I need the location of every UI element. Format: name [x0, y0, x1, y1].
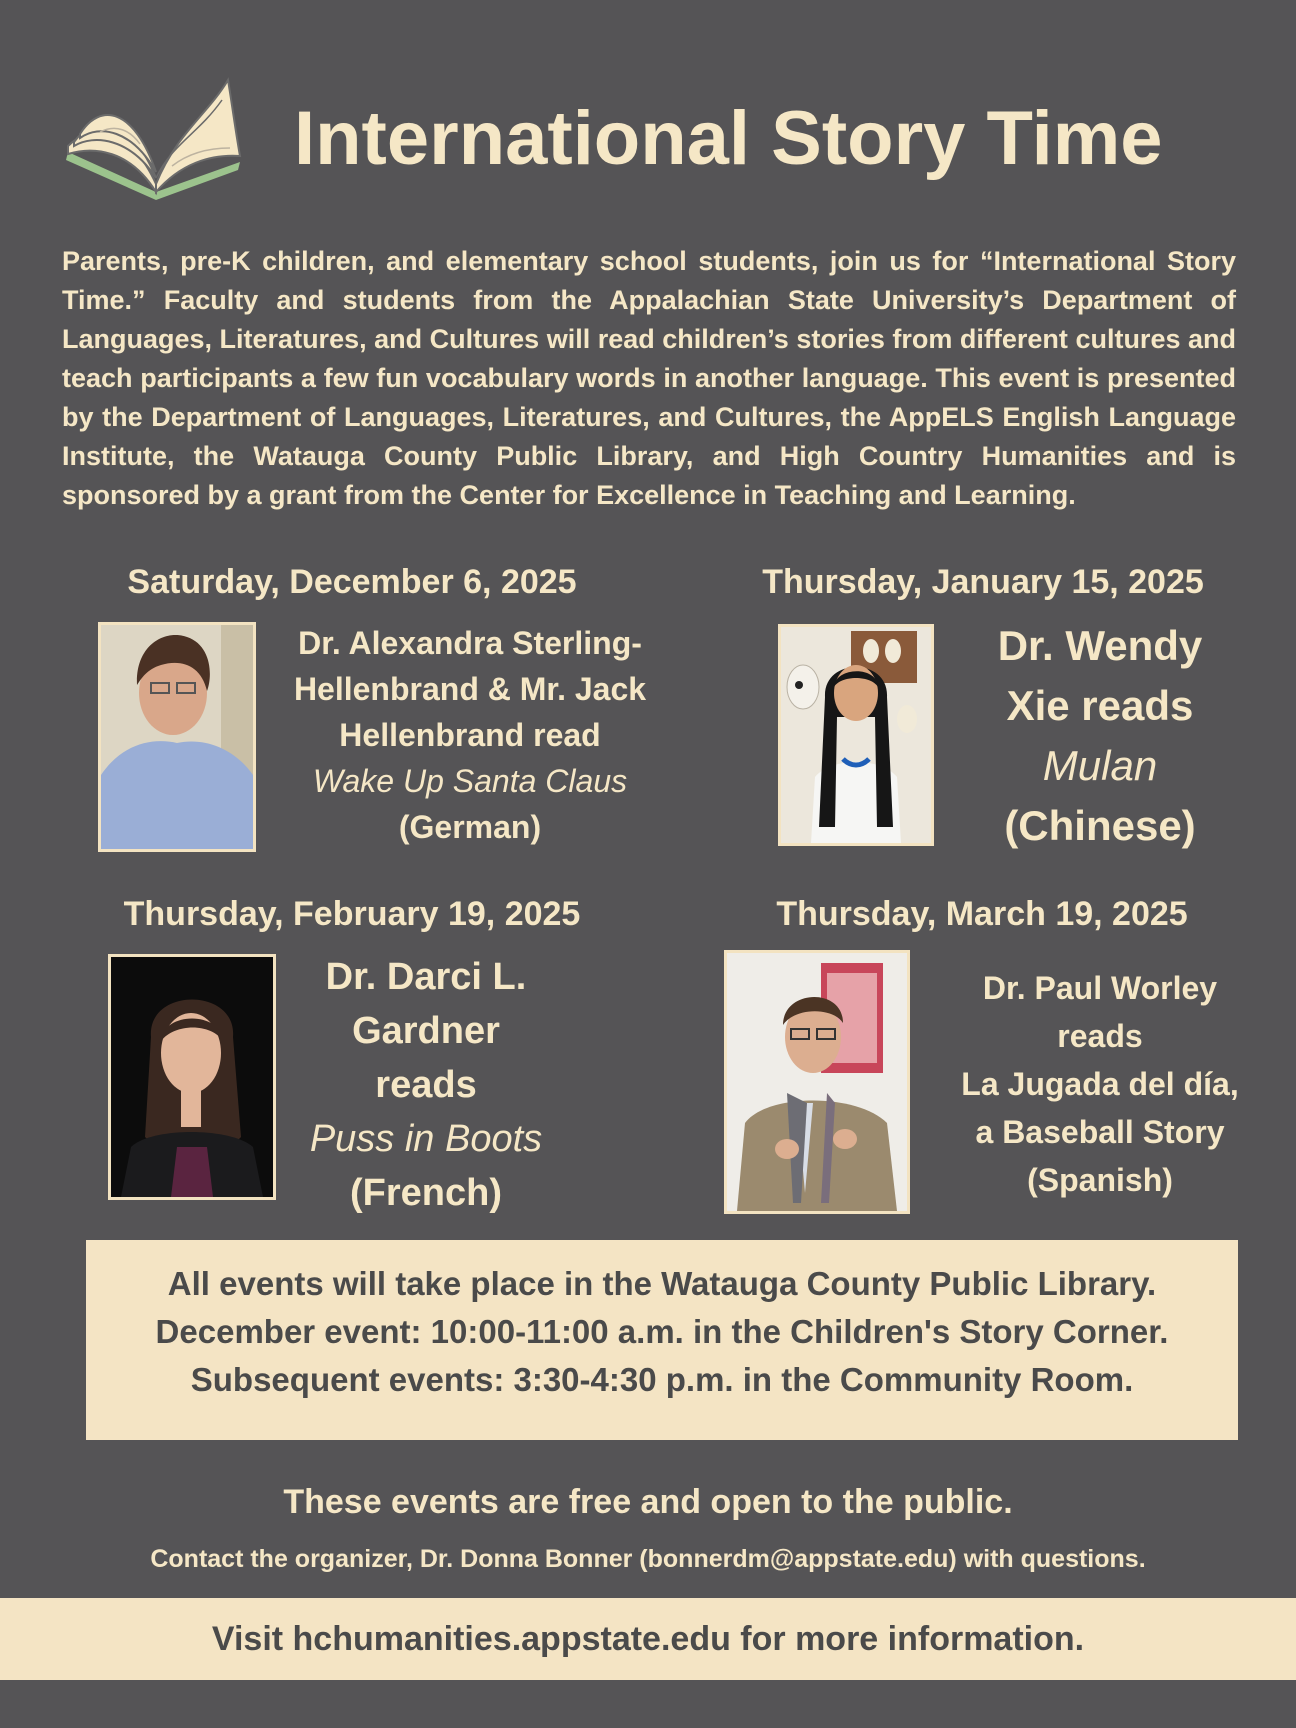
event-3-reader-line: Gardner [352, 1010, 500, 1052]
event-1-details [262, 620, 678, 850]
event-4-reader-line: Dr. Paul Worley [982, 970, 1218, 1006]
event-2-language: (Chinese) [1004, 802, 1196, 849]
event-3-reader-line: Dr. Darci L. [325, 956, 527, 998]
event-2-reader-line: Dr. Wendy [997, 622, 1203, 669]
event-1-date: Saturday, December 6, 2025 [127, 563, 577, 601]
event-1-book-title: Wake Up Santa Claus [312, 763, 628, 799]
event-1-language: (German) [398, 809, 542, 845]
event-4-reader-line: reads [1057, 1018, 1143, 1054]
subsequent-time-line: Subsequent events: 3:30-4:30 p.m. in the Community Room. [190, 1361, 1134, 1398]
reader-photo-worley [724, 950, 910, 1214]
event-2-reader-line: Xie reads [1006, 682, 1194, 729]
event-4-details [930, 964, 1270, 1204]
reader-photo-sterling-hellenbrand [98, 622, 256, 852]
contact-text: Contact the organizer, Dr. Donna Bonner (bonnerdm@appstate.edu) with questions. [150, 1545, 1146, 1573]
event-1-reader-line: Hellenbrand read [339, 717, 601, 753]
event-4-date: Thursday, March 19, 2025 [776, 895, 1188, 933]
event-2-details [960, 616, 1240, 856]
event-1-reader-line: Hellenbrand & Mr. Jack [293, 671, 647, 707]
free-admission-text: These events are free and open to the public. [283, 1483, 1013, 1521]
event-3-book-title: Puss in Boots [309, 1118, 543, 1160]
event-2-date: Thursday, January 15, 2025 [762, 563, 1204, 601]
location-info-box [86, 1240, 1238, 1440]
footer-website-banner: Visit hchumanities.appstate.edu for more information. [0, 1598, 1296, 1680]
page-title: International Story Time [294, 96, 1163, 181]
intro-paragraph: Parents, pre-K children, and elementary school students, join us for “International Story Time.” Faculty and students from the Appalachian State University’s Department of Languages, Literatures, and Cultures will read children’s stories from different cultures and teach participants a few fun vocabulary words in another language. This event is presented by the Department of Languages, Literatures, and Cultures, the AppELS English Language Institute, the Watauga County Public Library, and High Country Humanities and is sponsored by a grant from the Center for Excellence in Teaching and Learning. [62, 246, 1236, 510]
event-2-book-title: Mulan [1042, 742, 1158, 789]
reader-photo-gardner [108, 954, 276, 1200]
event-4-language: (Spanish) [1027, 1162, 1173, 1198]
open-book-icon [60, 74, 245, 204]
event-3-details [286, 950, 566, 1220]
december-time-line: December event: 10:00-11:00 a.m. in the Children's Story Corner. [155, 1313, 1169, 1350]
location-line: All events will take place in the Watauga County Public Library. [167, 1265, 1157, 1302]
event-1-reader-line: Dr. Alexandra Sterling- [298, 625, 642, 661]
event-3-language: (French) [350, 1172, 502, 1214]
event-4-reader-line: La Jugada del día, [961, 1066, 1239, 1102]
event-3-reader-line: reads [375, 1064, 477, 1106]
reader-photo-xie [778, 624, 934, 846]
event-4-reader-line: a Baseball Story [975, 1114, 1225, 1150]
event-3-date: Thursday, February 19, 2025 [123, 895, 581, 933]
